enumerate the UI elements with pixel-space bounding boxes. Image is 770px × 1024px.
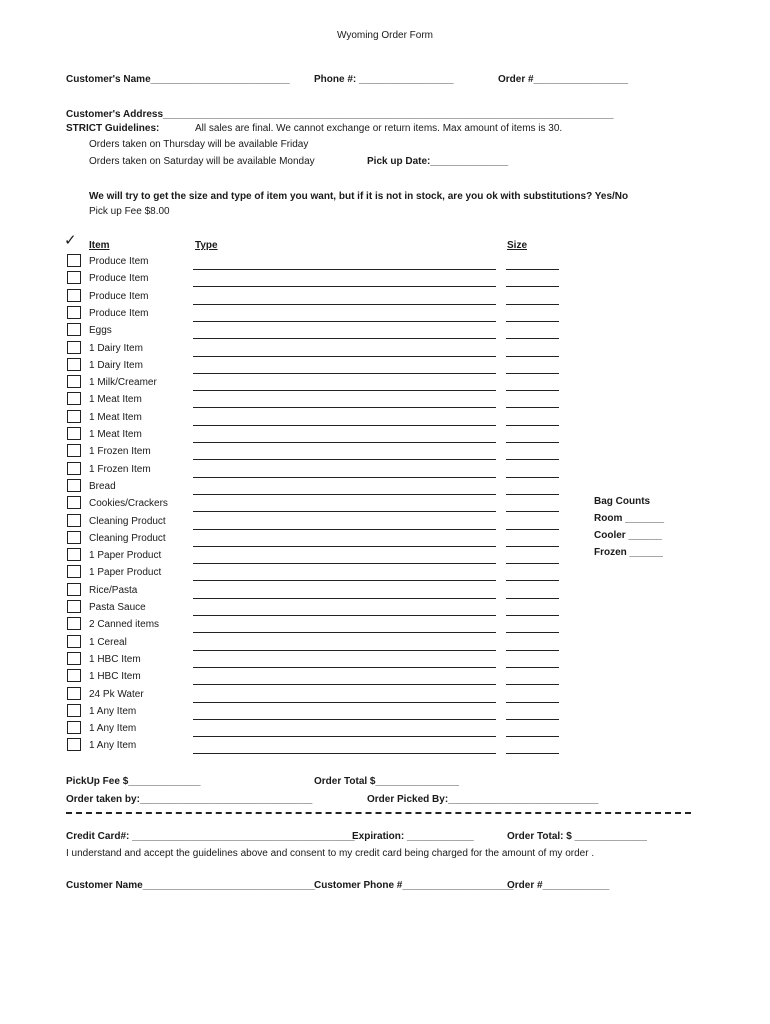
item-label: Pasta Sauce: [89, 602, 146, 613]
item-checkbox[interactable]: [67, 479, 81, 492]
type-input-line[interactable]: [193, 580, 496, 581]
item-label: 2 Canned items: [89, 619, 160, 631]
bag-counts-title: Bag Counts: [594, 496, 651, 507]
pickup-fee-field[interactable]: PickUp Fee $_____________: [66, 776, 201, 787]
consent-statement: I understand and accept the guidelines above and consent to my credit card being charged for the amount of my order .: [66, 848, 595, 859]
type-input-line[interactable]: [193, 632, 496, 633]
item-label: 1 Paper Product: [89, 567, 162, 579]
pickup-date-field[interactable]: Pick up Date:______________: [367, 156, 509, 167]
item-checkbox[interactable]: [67, 496, 81, 509]
item-checkbox[interactable]: [67, 271, 81, 284]
size-input-line[interactable]: [506, 407, 559, 408]
item-label: 1 Paper Product: [89, 550, 162, 562]
size-input-line[interactable]: [506, 425, 559, 426]
type-input-line[interactable]: [193, 719, 496, 720]
item-label: 1 HBC Item: [89, 653, 141, 665]
column-header-item: Item: [89, 240, 110, 251]
type-input-line[interactable]: [193, 373, 496, 374]
item-checkbox[interactable]: [67, 548, 81, 561]
item-checkbox[interactable]: [67, 514, 81, 527]
type-input-line[interactable]: [193, 425, 496, 426]
pickup-fee-note: Pick up Fee $8.00: [89, 206, 170, 217]
type-input-line[interactable]: [193, 304, 496, 305]
item-label: Produce Item: [89, 256, 149, 267]
item-checkbox[interactable]: [67, 565, 81, 578]
type-input-line[interactable]: [193, 407, 496, 408]
size-input-line[interactable]: [506, 477, 559, 478]
size-input-line[interactable]: [506, 286, 559, 287]
type-input-line[interactable]: [193, 390, 496, 391]
size-input-line[interactable]: [506, 702, 559, 703]
item-checkbox[interactable]: [67, 444, 81, 457]
item-label: Cleaning Product: [89, 515, 166, 527]
item-label: Cookies/Crackers: [89, 498, 168, 510]
item-label: Rice/Pasta: [89, 584, 138, 596]
item-label: 1 Meat Item: [89, 411, 142, 423]
thursday-note: Orders taken on Thursday will be available Friday: [89, 139, 309, 150]
column-header-type: Type: [195, 240, 218, 251]
type-input-line[interactable]: [193, 753, 496, 754]
size-input-line[interactable]: [506, 321, 559, 322]
bag-count-frozen[interactable]: Frozen ______: [594, 547, 663, 558]
size-input-line[interactable]: [506, 356, 559, 357]
item-label: 1 Any Item: [89, 705, 137, 717]
phone-field[interactable]: Phone #: _________________: [314, 74, 454, 85]
item-label: 1 Any Item: [89, 723, 137, 735]
order-number-footer-field[interactable]: Order #____________: [507, 880, 610, 891]
size-input-line[interactable]: [506, 546, 559, 547]
size-input-line[interactable]: [506, 684, 559, 685]
item-checkbox[interactable]: [67, 652, 81, 665]
size-input-line[interactable]: [506, 529, 559, 530]
item-checkbox[interactable]: [67, 721, 81, 734]
strict-guidelines-label: STRICT Guidelines:: [66, 123, 160, 134]
type-input-line[interactable]: [193, 477, 496, 478]
type-input-line[interactable]: [193, 442, 496, 443]
type-input-line[interactable]: [193, 546, 496, 547]
type-input-line[interactable]: [193, 286, 496, 287]
item-checkbox[interactable]: [67, 583, 81, 596]
type-input-line[interactable]: [193, 684, 496, 685]
size-input-line[interactable]: [506, 632, 559, 633]
order-total-card-field[interactable]: Order Total: $ _____________: [507, 831, 647, 842]
type-input-line[interactable]: [193, 511, 496, 512]
customer-phone-footer-field[interactable]: Customer Phone #____________________: [314, 880, 514, 891]
type-input-line[interactable]: [193, 702, 496, 703]
item-label: 1 HBC Item: [89, 671, 141, 683]
item-label: 1 Dairy Item: [89, 342, 143, 354]
size-input-line[interactable]: [506, 719, 559, 720]
item-checkbox[interactable]: [67, 427, 81, 440]
item-checkbox[interactable]: [67, 306, 81, 319]
type-input-line[interactable]: [193, 338, 496, 339]
order-number-field[interactable]: Order #_________________: [498, 74, 629, 85]
order-taken-by-field[interactable]: Order taken by:_______________________________: [66, 794, 313, 805]
type-input-line[interactable]: [193, 494, 496, 495]
size-input-line[interactable]: [506, 459, 559, 460]
item-label: 1 Cereal: [89, 636, 127, 648]
item-label: 1 Meat Item: [89, 394, 142, 406]
size-input-line[interactable]: [506, 650, 559, 651]
size-input-line[interactable]: [506, 511, 559, 512]
item-label: Produce Item: [89, 273, 149, 285]
size-input-line[interactable]: [506, 390, 559, 391]
item-checkbox[interactable]: [67, 738, 81, 751]
type-input-line[interactable]: [193, 650, 496, 651]
item-checkbox[interactable]: [67, 289, 81, 302]
cut-line-divider: [66, 812, 691, 814]
bag-count-room[interactable]: Room _______: [594, 513, 665, 524]
size-input-line[interactable]: [506, 338, 559, 339]
item-checkbox[interactable]: [67, 600, 81, 613]
column-header-size: Size: [507, 240, 528, 251]
item-label: 1 Any Item: [89, 740, 137, 752]
size-input-line[interactable]: [506, 494, 559, 495]
type-input-line[interactable]: [193, 269, 496, 270]
size-input-line[interactable]: [506, 304, 559, 305]
item-checkbox[interactable]: [67, 669, 81, 682]
size-input-line[interactable]: [506, 615, 559, 616]
size-input-line[interactable]: [506, 373, 559, 374]
type-input-line[interactable]: [193, 529, 496, 530]
type-input-line[interactable]: [193, 356, 496, 357]
substitution-question: We will try to get the size and type of item you want, but if it is not in stock, are you ok with substitutions? Yes/No: [89, 191, 629, 202]
customer-address-field[interactable]: Customer's Address_________________________________________________________________________________: [66, 109, 614, 120]
credit-card-field[interactable]: Credit Card#: ________________________________________: [66, 831, 355, 842]
item-checkbox[interactable]: [67, 375, 81, 388]
item-checkbox[interactable]: [67, 254, 81, 267]
size-input-line[interactable]: [506, 580, 559, 581]
bag-count-cooler[interactable]: Cooler ______: [594, 530, 662, 541]
item-label: 1 Dairy Item: [89, 359, 143, 371]
item-checkbox[interactable]: [67, 341, 81, 354]
item-label: Eggs: [89, 325, 112, 337]
item-checkbox[interactable]: [67, 704, 81, 717]
item-checkbox[interactable]: [67, 462, 81, 475]
item-label: Cleaning Product: [89, 532, 166, 544]
order-picked-by-field[interactable]: Order Picked By:___________________________: [367, 794, 599, 805]
strict-guidelines-text: All sales are final. We cannot exchange or return items. Max amount of items is 30.: [195, 123, 563, 134]
item-checkbox[interactable]: [67, 323, 81, 336]
check-icon: ✓: [64, 232, 77, 249]
item-checkbox[interactable]: [67, 531, 81, 544]
item-label: 1 Meat Item: [89, 429, 142, 440]
page-title: Wyoming Order Form: [336, 30, 434, 41]
size-input-line[interactable]: [506, 563, 559, 564]
order-total-field[interactable]: Order Total $_______________: [314, 776, 459, 787]
type-input-line[interactable]: [193, 459, 496, 460]
type-input-line[interactable]: [193, 736, 496, 737]
saturday-note: Orders taken on Saturday will be available Monday: [89, 156, 315, 167]
item-label: 24 Pk Water: [89, 688, 144, 700]
item-checkbox[interactable]: [67, 410, 81, 423]
expiration-field[interactable]: Expiration: ____________: [352, 831, 474, 842]
item-label: Produce Item: [89, 307, 149, 319]
type-input-line[interactable]: [193, 615, 496, 616]
size-input-line[interactable]: [506, 753, 559, 754]
size-input-line[interactable]: [506, 598, 559, 599]
item-checkbox[interactable]: [67, 635, 81, 648]
size-input-line[interactable]: [506, 442, 559, 443]
type-input-line[interactable]: [193, 598, 496, 599]
item-label: Produce Item: [89, 290, 149, 302]
item-label: 1 Milk/Creamer: [89, 377, 157, 389]
item-label: Bread: [89, 480, 116, 492]
type-input-line[interactable]: [193, 667, 496, 668]
size-input-line[interactable]: [506, 667, 559, 668]
type-input-line[interactable]: [193, 321, 496, 322]
item-checkbox[interactable]: [67, 687, 81, 700]
item-checkbox[interactable]: [67, 358, 81, 371]
item-checkbox[interactable]: [67, 392, 81, 405]
customer-name-field[interactable]: Customer's Name_________________________: [66, 74, 290, 85]
type-input-line[interactable]: [193, 563, 496, 564]
size-input-line[interactable]: [506, 736, 559, 737]
item-label: 1 Frozen Item: [89, 463, 151, 475]
item-checkbox[interactable]: [67, 617, 81, 630]
customer-name-footer-field[interactable]: Customer Name_______________________________: [66, 880, 316, 891]
size-input-line[interactable]: [506, 269, 559, 270]
item-label: 1 Frozen Item: [89, 446, 151, 458]
